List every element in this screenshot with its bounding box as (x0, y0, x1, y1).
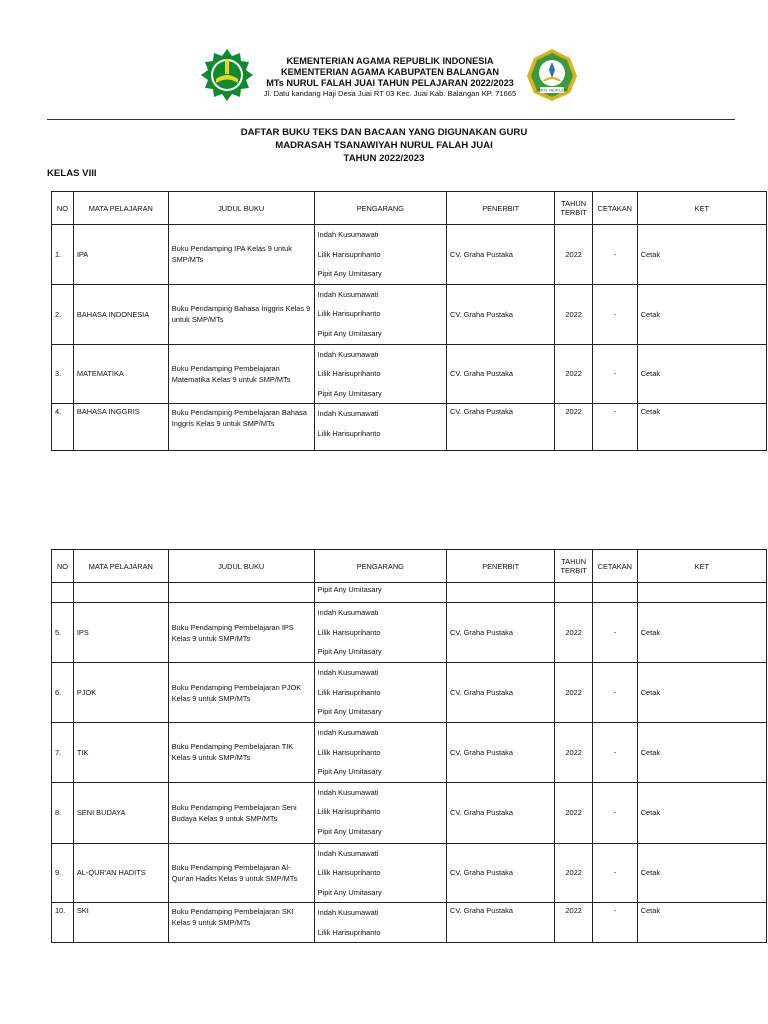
cell-penerbit (446, 344, 554, 404)
title-line-2: MADRASAH TSANAWIYAH NURUL FALAH JUAI (275, 140, 493, 151)
cell-penerbit (446, 782, 554, 843)
cell-no (52, 404, 74, 451)
table-row (52, 284, 767, 344)
author-name: Indah Kusumawati (317, 409, 379, 418)
cell-no (52, 723, 74, 783)
cell-pengarang (314, 843, 446, 903)
cell-tahun (555, 404, 593, 451)
cell-judul-text: Buku Pendamping IPA Kelas 9 untuk SMP/MTs (171, 244, 292, 265)
cell-cetakan (592, 663, 637, 723)
cell-ket (637, 344, 766, 404)
table-row (52, 903, 767, 943)
col-ket: KET (637, 192, 766, 225)
cell-cetakan-text: - (613, 747, 617, 757)
cell-penerbit (446, 843, 554, 903)
author-name: Pipit Any Umitasary (317, 767, 382, 776)
cell-pengarang (314, 723, 446, 783)
cell-penerbit-text: CV. Graha Pustaka (449, 249, 513, 259)
cell-tahun (555, 225, 593, 285)
col-cetakan: CETAKAN (592, 550, 637, 583)
col-cetakan: CETAKAN (592, 192, 637, 225)
cell-cetakan-text: - (613, 688, 617, 697)
author-name: Indah Kusumawati (317, 289, 379, 299)
cell-judul-text: Buku Pendamping Bahasa Inggris Kelas 9 untuk SMP/MTs (171, 304, 311, 324)
cell-no (52, 225, 74, 285)
cell-penerbit-text: CV. Graha Pustaka (449, 688, 513, 697)
author-name: Pipit Any Umitasary (317, 388, 382, 398)
cell-penerbit (446, 225, 554, 285)
cell-penerbit-text: CV. Graha Pustaka (449, 369, 513, 379)
cell-tahun (555, 344, 593, 404)
cell-cetakan-text: - (613, 249, 617, 259)
author-name: Indah Kusumawati (317, 668, 379, 677)
cell-penerbit-text: CV. Graha Pustaka (449, 309, 513, 319)
cell-ket-text: Cetak (640, 868, 661, 878)
cell-ket-text: Cetak (640, 628, 661, 637)
svg-text:NURUL FALAH JUAI: NURUL FALAH JUAI (536, 88, 568, 93)
cell-empty (73, 583, 168, 603)
cell-mapel-text: AL-QUR'AN HADITS (76, 868, 146, 878)
author-name: Pipit Any Umitasary (317, 887, 382, 897)
cell-pengarang (314, 225, 446, 285)
cell-mapel (73, 843, 168, 903)
cell-cetakan-text: - (613, 309, 617, 319)
table-row (52, 782, 767, 843)
author-name: Pipit Any Umitasary (317, 826, 382, 836)
cell-judul-text: Buku Pendamping Pembelajaran Seni Budaya Kelas 9 untuk SMP/MTs (171, 802, 297, 823)
cell-mapel (73, 663, 168, 723)
cell-tahun (555, 603, 593, 663)
cell-mapel (73, 903, 168, 943)
ministry-regency: KEMENTERIAN AGAMA KABUPATEN BALANGAN (281, 67, 499, 77)
author-name: Lilik Harisuprihanto (317, 927, 381, 937)
cell-cetakan (592, 225, 637, 285)
cell-no (52, 782, 74, 843)
cell-no (52, 603, 74, 663)
cell-tahun-text: 2022 (565, 868, 582, 878)
cell-judul (168, 723, 314, 783)
col-mapel: MATA PELAJARAN (73, 550, 168, 583)
cell-cetakan (592, 284, 637, 344)
cell-cetakan (592, 723, 637, 783)
cell-ket (637, 663, 766, 723)
cell-judul (168, 782, 314, 843)
cell-tahun-text: 2022 (565, 407, 582, 416)
cell-cetakan (592, 404, 637, 451)
author-name: Indah Kusumawati (317, 848, 379, 858)
author-name: Indah Kusumawati (317, 608, 379, 617)
author-name: Indah Kusumawati (317, 787, 379, 797)
title-line-3: TAHUN 2022/2023 (343, 153, 425, 164)
cell-cetakan-text: - (613, 369, 617, 379)
cell-pengarang (314, 344, 446, 404)
cell-cetakan-text: - (613, 407, 617, 416)
cell-judul-text: Buku Pendamping Pembelajaran PJOK Kelas 9 untuk SMP/MTs (171, 682, 302, 703)
title-line-1: DAFTAR BUKU TEKS DAN BACAAN YANG DIGUNAKAN GURU (240, 127, 528, 138)
cell-cetakan-text: - (613, 868, 617, 878)
cell-ket-text: Cetak (640, 407, 661, 416)
cell-judul (168, 344, 314, 404)
cell-mapel-text: SENI BUDAYA (76, 808, 126, 817)
col-no: NO (52, 550, 74, 583)
table-row (52, 603, 767, 663)
col-tahun: TAHUN TERBIT (555, 192, 593, 225)
cell-pengarang (314, 782, 446, 843)
col-penerbit: PENERBIT (446, 550, 554, 583)
cell-pengarang (314, 663, 446, 723)
cell-no (52, 843, 74, 903)
col-tahun: TAHUN TERBIT (555, 550, 593, 583)
cell-empty (446, 583, 554, 603)
cell-ket-text: Cetak (640, 309, 661, 319)
cell-no (52, 903, 74, 943)
col-pengarang: PENGARANG (314, 192, 446, 225)
cell-mapel-text: SKI (76, 906, 89, 915)
cell-cetakan (592, 782, 637, 843)
author-name: Lilik Harisuprihanto (317, 309, 381, 318)
cell-cetakan-text: - (613, 628, 617, 637)
cell-no (52, 344, 74, 404)
cell-tahun-text: 2022 (565, 628, 582, 637)
cell-penerbit (446, 603, 554, 663)
table-row (52, 723, 767, 783)
cell-pengarang (314, 404, 446, 451)
col-penerbit: PENERBIT (446, 192, 554, 225)
col-ket: KET (637, 550, 766, 583)
cell-penerbit (446, 903, 554, 943)
cell-mapel-text: IPA (76, 249, 89, 259)
book-table-page-1 (51, 191, 767, 451)
cell-tahun (555, 903, 593, 943)
cell-mapel (73, 603, 168, 663)
author-name: Lilik Harisuprihanto (317, 369, 381, 378)
cell-tahun-text: 2022 (565, 369, 582, 379)
cell-mapel-text: MATEMATIKA (76, 369, 124, 379)
cell-mapel-text: BAHASA INDONESIA (76, 309, 150, 319)
cell-cetakan (592, 843, 637, 903)
author-name: Lilik Harisuprihanto (317, 428, 381, 438)
cell-ket (637, 843, 766, 903)
cell-penerbit (446, 663, 554, 723)
cell-no-text: 1. (55, 249, 62, 259)
cell-no-text: 9. (55, 868, 62, 878)
cell-empty (168, 583, 314, 603)
author-name: Pipit Any Umitasary (317, 707, 382, 716)
cell-judul-text: Buku Pendamping Pembelajaran Bahasa Inggris Kelas 9 untuk SMP/MTs (171, 408, 307, 428)
author-name: Pipit Any Umitasary (317, 647, 382, 656)
cell-ket-text: Cetak (640, 249, 661, 259)
cell-penerbit-text: CV. Graha Pustaka (449, 808, 513, 817)
cell-judul-text: Buku Pendamping Pembelajaran TIK Kelas 9 untuk SMP/MTs (171, 742, 294, 763)
cell-no-text: 3. (55, 369, 62, 379)
letterhead-divider (47, 119, 735, 120)
table-row (52, 404, 767, 451)
cell-judul (168, 284, 314, 344)
school-address: Jl. Datu kandang Haji Desa Juai RT 03 Kec. Juai Kab. Balangan KP. 71665 (263, 89, 517, 98)
cell-mapel (73, 723, 168, 783)
table-row (52, 843, 767, 903)
cell-pengarang (314, 583, 446, 603)
cell-judul-text: Buku Pendamping Pembelajaran IPS Kelas 9 untuk SMP/MTs (171, 622, 294, 643)
author-name: Pipit Any Umitasary (317, 328, 382, 338)
cell-tahun-text: 2022 (565, 309, 582, 319)
cell-tahun (555, 663, 593, 723)
col-pengarang: PENGARANG (314, 550, 446, 583)
cell-cetakan-text: - (613, 906, 617, 915)
col-mapel: MATA PELAJARAN (73, 192, 168, 225)
cell-ket-text: Cetak (640, 747, 661, 757)
cell-judul (168, 663, 314, 723)
cell-tahun (555, 782, 593, 843)
table-header-row (52, 192, 767, 225)
cell-penerbit-text: CV. Graha Pustaka (449, 868, 513, 878)
table-row (52, 344, 767, 404)
cell-judul-text: Buku Pendamping Pembelajaran SKI Kelas 9 untuk SMP/MTs (171, 907, 294, 927)
school-logo (524, 48, 580, 102)
author-name: Indah Kusumawati (317, 728, 379, 737)
cell-ket (637, 782, 766, 843)
school-name: MTs NURUL FALAH JUAI TAHUN PELAJARAN 2022/2023 (266, 78, 514, 88)
cell-no-text: 7. (55, 747, 62, 757)
col-judul: JUDUL BUKU (168, 192, 314, 225)
author-name: Indah Kusumawati (317, 349, 379, 359)
cell-ket (637, 225, 766, 285)
cell-ket (637, 603, 766, 663)
class-label: KELAS VIII (47, 168, 97, 179)
book-table-page-2 (51, 549, 767, 943)
document-title (0, 126, 768, 165)
cell-no-text: 4. (55, 407, 62, 416)
cell-tahun (555, 284, 593, 344)
cell-no (52, 663, 74, 723)
cell-penerbit-text: CV. Graha Pustaka (449, 747, 513, 757)
cell-mapel (73, 225, 168, 285)
cell-judul (168, 603, 314, 663)
table-header-row (52, 550, 767, 583)
cell-judul (168, 225, 314, 285)
letterhead (0, 48, 768, 108)
cell-empty (555, 583, 593, 603)
cell-tahun (555, 843, 593, 903)
author-name: Lilik Harisuprihanto (317, 747, 381, 757)
col-judul: JUDUL BUKU (168, 550, 314, 583)
cell-empty (52, 583, 74, 603)
col-no: NO (52, 192, 74, 225)
table-row (52, 663, 767, 723)
cell-penerbit (446, 723, 554, 783)
cell-no (52, 284, 74, 344)
cell-mapel (73, 344, 168, 404)
author-name: Lilik Harisuprihanto (317, 249, 381, 259)
cell-pengarang (314, 903, 446, 943)
cell-penerbit (446, 404, 554, 451)
cell-judul (168, 843, 314, 903)
cell-judul-text: Buku Pendamping Pembelajaran Matematika Kelas 9 untuk SMP/MTs (171, 363, 291, 384)
letterhead-text (250, 56, 530, 99)
cell-mapel (73, 782, 168, 843)
cell-mapel-text: TIK (76, 747, 89, 757)
cell-mapel (73, 284, 168, 344)
cell-ket (637, 903, 766, 943)
cell-penerbit (446, 284, 554, 344)
author-name: Lilik Harisuprihanto (317, 687, 381, 697)
cell-tahun (555, 723, 593, 783)
cell-empty (637, 583, 766, 603)
cell-judul-text: Buku Pendamping Pembelajaran Al-Qur'an Hadits Kelas 9 untuk SMP/MTs (171, 862, 298, 883)
cell-mapel-text: IPS (76, 628, 89, 637)
cell-tahun-text: 2022 (565, 688, 582, 697)
table-row (52, 225, 767, 285)
cell-tahun-text: 2022 (565, 808, 582, 817)
author-name: Indah Kusumawati (317, 230, 379, 239)
cell-ket-text: Cetak (640, 688, 661, 697)
cell-mapel-text: PJOK (76, 688, 97, 697)
cell-ket-text: Cetak (640, 369, 661, 379)
table-row-continuation (52, 583, 767, 603)
author-name: Indah Kusumawati (317, 908, 379, 917)
cell-cetakan (592, 344, 637, 404)
cell-mapel-text: BAHASA INGGRIS (76, 407, 140, 416)
kemenag-logo (198, 48, 256, 102)
cell-penerbit-text: CV. Graha Pustaka (449, 906, 513, 915)
cell-ket (637, 723, 766, 783)
cell-ket-text: Cetak (640, 906, 661, 915)
cell-ket-text: Cetak (640, 808, 661, 817)
cell-cetakan-text: - (613, 808, 617, 817)
cell-cetakan (592, 603, 637, 663)
cell-tahun-text: 2022 (565, 747, 582, 757)
cell-no-text: 10. (55, 906, 66, 915)
cell-cetakan (592, 903, 637, 943)
cell-tahun-text: 2022 (565, 249, 582, 259)
cell-penerbit-text: CV. Graha Pustaka (449, 628, 513, 637)
cell-no-text: 2. (55, 309, 62, 319)
cell-pengarang (314, 284, 446, 344)
author-name: Lilik Harisuprihanto (317, 807, 381, 816)
cell-judul (168, 903, 314, 943)
cell-no-text: 6. (55, 688, 62, 697)
cell-ket (637, 404, 766, 451)
cell-empty (592, 583, 637, 603)
author-name: Pipit Any Umitasary (317, 269, 382, 278)
cell-mapel (73, 404, 168, 451)
cell-no-text: 8. (55, 808, 62, 817)
cell-ket (637, 284, 766, 344)
cell-pengarang (314, 603, 446, 663)
ministry-national: KEMENTERIAN AGAMA REPUBLIK INDONESIA (286, 56, 494, 66)
author-name: Lilik Harisuprihanto (317, 868, 381, 877)
cell-tahun-text: 2022 (565, 906, 582, 915)
cell-judul (168, 404, 314, 451)
cell-penerbit-text: CV. Graha Pustaka (449, 407, 513, 416)
author-name: Pipit Any Umitasary (317, 585, 382, 594)
cell-no-text: 5. (55, 628, 62, 637)
author-name: Lilik Harisuprihanto (317, 627, 381, 637)
